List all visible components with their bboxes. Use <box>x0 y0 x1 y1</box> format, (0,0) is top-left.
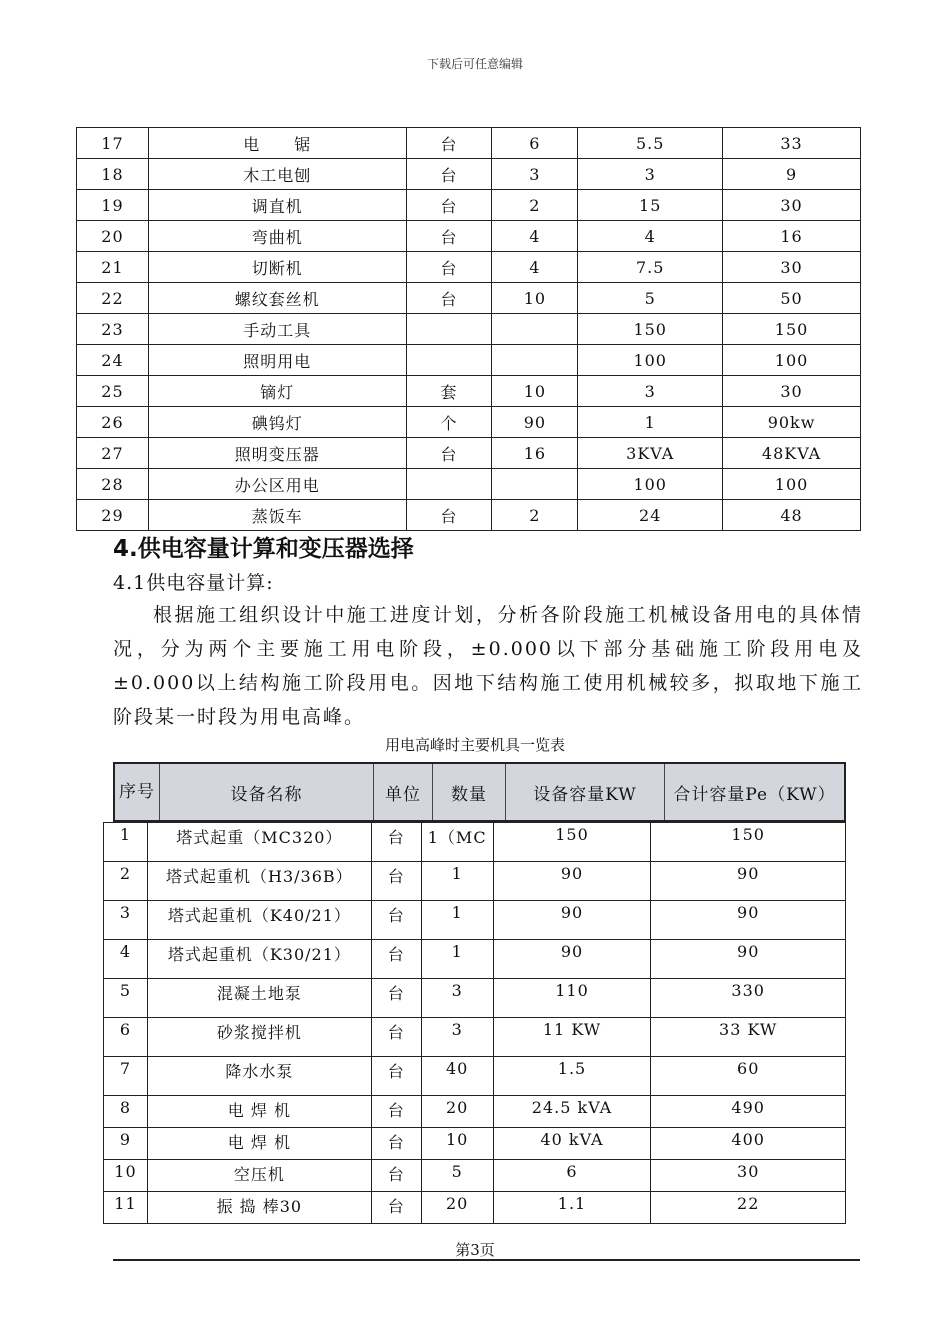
table-row <box>104 862 846 901</box>
table-cell <box>492 345 578 376</box>
header-note: 下载后可任意编辑 <box>426 57 523 71</box>
table-cell: 24 <box>578 500 723 531</box>
table-cell: 3KVA <box>578 438 723 469</box>
table-cell: 台 <box>406 128 492 159</box>
table-cell: 150 <box>651 823 846 862</box>
table-cell: 18 <box>77 159 149 190</box>
table-cell: 30 <box>651 1160 846 1192</box>
table-row <box>77 469 861 500</box>
table-row <box>77 314 861 345</box>
table-cell: 台 <box>406 221 492 252</box>
table-cell: 1 <box>421 862 493 901</box>
table-cell: 1 <box>421 940 493 979</box>
table-row <box>77 438 861 469</box>
table-row <box>77 283 861 314</box>
table-cell: 台 <box>371 1160 421 1192</box>
table-cell: 90 <box>493 862 651 901</box>
table-cell: 砂浆搅拌机 <box>147 1018 371 1057</box>
table-cell: 4 <box>492 252 578 283</box>
table-cell: 23 <box>77 314 149 345</box>
table-cell: 台 <box>371 1128 421 1160</box>
table-cell: 27 <box>77 438 149 469</box>
table-cell: 台 <box>406 438 492 469</box>
table-cell: 台 <box>371 1096 421 1128</box>
table-cell: 15 <box>578 190 723 221</box>
table-cell: 个 <box>406 407 492 438</box>
table-row <box>104 1018 846 1057</box>
table-cell: 空压机 <box>147 1160 371 1192</box>
table-cell: 10 <box>421 1128 493 1160</box>
table-cell: 26 <box>77 407 149 438</box>
table-cell: 16 <box>492 438 578 469</box>
table-cell: 33 KW <box>651 1018 846 1057</box>
table-cell: 90 <box>651 901 846 940</box>
table-cell: 24 <box>77 345 149 376</box>
table-cell: 4 <box>492 221 578 252</box>
page-number: 第3页 <box>455 1241 495 1259</box>
section-heading: 4.供电容量计算和变压器选择 <box>113 536 414 562</box>
table-cell: 11 KW <box>493 1018 651 1057</box>
table-cell: 17 <box>77 128 149 159</box>
table-cell: 1.1 <box>493 1192 651 1224</box>
table-cell: 3 <box>578 376 723 407</box>
table-cell: 3 <box>104 901 148 940</box>
table-cell: 塔式起重机（H3/36B） <box>147 862 371 901</box>
table-cell: 25 <box>77 376 149 407</box>
table-cell: 3 <box>421 1018 493 1057</box>
table-cell <box>492 469 578 500</box>
table-cell: 5 <box>578 283 723 314</box>
table-cell: 办公区用电 <box>148 469 406 500</box>
table-cell: 4 <box>578 221 723 252</box>
header-seq: 序号 <box>115 764 160 820</box>
table-cell: 30 <box>723 252 861 283</box>
table-cell: 9 <box>104 1128 148 1160</box>
table-row <box>104 979 846 1018</box>
table-cell: 台 <box>406 283 492 314</box>
table-cell: 100 <box>578 345 723 376</box>
table-cell: 40 kVA <box>493 1128 651 1160</box>
table-row <box>77 376 861 407</box>
table-cell: 29 <box>77 500 149 531</box>
footer-rule <box>113 1259 860 1261</box>
table-cell: 60 <box>651 1057 846 1096</box>
table-cell: 150 <box>493 823 651 862</box>
table-cell: 6 <box>493 1160 651 1192</box>
table-cell: 手动工具 <box>148 314 406 345</box>
table-cell: 50 <box>723 283 861 314</box>
table-cell: 30 <box>723 190 861 221</box>
table-cell: 1（MC <box>421 823 493 862</box>
table-cell: 2 <box>492 500 578 531</box>
table-row <box>77 159 861 190</box>
table-cell: 5 <box>104 979 148 1018</box>
table-cell <box>492 314 578 345</box>
table-cell: 台 <box>406 252 492 283</box>
table-cell: 降水水泵 <box>147 1057 371 1096</box>
table-cell: 150 <box>723 314 861 345</box>
table-cell: 22 <box>651 1192 846 1224</box>
table-cell: 螺纹套丝机 <box>148 283 406 314</box>
table-row <box>77 500 861 531</box>
table-cell: 电 锯 <box>148 128 406 159</box>
table-cell: 20 <box>77 221 149 252</box>
table-cell: 台 <box>371 1057 421 1096</box>
table-cell: 330 <box>651 979 846 1018</box>
table-row <box>104 1160 846 1192</box>
table-cell: 40 <box>421 1057 493 1096</box>
table-cell: 16 <box>723 221 861 252</box>
table-row <box>104 940 846 979</box>
table-row <box>104 901 846 940</box>
table-cell: 90 <box>493 940 651 979</box>
equipment-table-continued <box>76 127 861 531</box>
header-capacity: 设备容量KW <box>506 764 665 820</box>
table-cell: 3 <box>492 159 578 190</box>
table-row <box>104 1057 846 1096</box>
table-cell: 90 <box>651 862 846 901</box>
table-cell: 2 <box>104 862 148 901</box>
table-row <box>77 407 861 438</box>
table-cell: 19 <box>77 190 149 221</box>
table-cell: 1 <box>578 407 723 438</box>
table-cell: 6 <box>492 128 578 159</box>
table-row <box>77 345 861 376</box>
table-cell: 1 <box>104 823 148 862</box>
peak-table-header <box>113 762 846 822</box>
table-cell: 照明用电 <box>148 345 406 376</box>
table-cell: 100 <box>723 345 861 376</box>
table-cell <box>406 345 492 376</box>
table-cell: 48KVA <box>723 438 861 469</box>
table-row <box>77 190 861 221</box>
table-cell: 28 <box>77 469 149 500</box>
table-cell: 1 <box>421 901 493 940</box>
table-cell: 20 <box>421 1192 493 1224</box>
table-row <box>104 823 846 862</box>
table-cell: 弯曲机 <box>148 221 406 252</box>
table-cell: 90 <box>492 407 578 438</box>
table-cell: 90 <box>651 940 846 979</box>
header-total: 合计容量Pe（KW） <box>673 784 836 805</box>
table-cell: 22 <box>77 283 149 314</box>
table-cell: 台 <box>406 190 492 221</box>
peak-equipment-table <box>103 822 846 1224</box>
table-cell: 90 <box>493 901 651 940</box>
table-cell: 1.5 <box>493 1057 651 1096</box>
table-cell: 6 <box>104 1018 148 1057</box>
table-cell: 100 <box>723 469 861 500</box>
table-cell: 塔式起重（MC320） <box>147 823 371 862</box>
table-cell: 套 <box>406 376 492 407</box>
table-cell: 20 <box>421 1096 493 1128</box>
table-row <box>104 1096 846 1128</box>
table-cell: 台 <box>371 940 421 979</box>
table-cell: 台 <box>371 901 421 940</box>
table-row <box>104 1192 846 1224</box>
table-cell: 400 <box>651 1128 846 1160</box>
table-cell: 3 <box>421 979 493 1018</box>
table-cell: 台 <box>371 1192 421 1224</box>
header-unit: 单位 <box>374 764 433 820</box>
table-cell <box>406 469 492 500</box>
table-cell: 10 <box>492 283 578 314</box>
table-caption: 用电高峰时主要机具一览表 <box>384 736 565 754</box>
table-cell: 台 <box>371 862 421 901</box>
table-cell: 10 <box>492 376 578 407</box>
table-row <box>77 128 861 159</box>
table-cell: 混凝土地泵 <box>147 979 371 1018</box>
table-cell: 电 焊 机 <box>147 1128 371 1160</box>
table-row <box>104 1128 846 1160</box>
table-cell: 24.5 kVA <box>493 1096 651 1128</box>
table-cell: 照明变压器 <box>148 438 406 469</box>
table-cell: 2 <box>492 190 578 221</box>
table-cell: 振 捣 棒30 <box>147 1192 371 1224</box>
table-cell: 4 <box>104 940 148 979</box>
table-cell: 镝灯 <box>148 376 406 407</box>
body-paragraph: 根据施工组织设计中施工进度计划，分析各阶段施工机械设备用电的具体情况，分为两个主要施工用电阶段，±0.000以下部分基础施工阶段用电及±0.000以上结构施工阶段用电。因地下结构施工使用机械较多，拟取地下施工阶段某一时段为用电高峰。 <box>113 604 863 728</box>
header-name: 设备名称 <box>160 764 374 820</box>
table-cell: 电 焊 机 <box>147 1096 371 1128</box>
table-cell: 30 <box>723 376 861 407</box>
table-cell: 切断机 <box>148 252 406 283</box>
table-cell: 9 <box>723 159 861 190</box>
subsection-title: 4.1供电容量计算: <box>113 572 274 594</box>
table-cell: 台 <box>371 1018 421 1057</box>
table-cell: 3 <box>578 159 723 190</box>
table-cell: 调直机 <box>148 190 406 221</box>
table-cell: 33 <box>723 128 861 159</box>
table-cell: 台 <box>371 979 421 1018</box>
table-cell: 木工电刨 <box>148 159 406 190</box>
table-cell <box>406 314 492 345</box>
table-cell: 5.5 <box>578 128 723 159</box>
table-cell: 台 <box>406 500 492 531</box>
table-cell: 7.5 <box>578 252 723 283</box>
table-cell: 台 <box>371 823 421 862</box>
table-cell: 7 <box>104 1057 148 1096</box>
header-qty: 数量 <box>433 764 506 820</box>
table-cell: 5 <box>421 1160 493 1192</box>
table-cell: 110 <box>493 979 651 1018</box>
table-row <box>77 252 861 283</box>
table-cell: 490 <box>651 1096 846 1128</box>
table-cell: 碘钨灯 <box>148 407 406 438</box>
table-cell: 11 <box>104 1192 148 1224</box>
table-row <box>77 221 861 252</box>
table-cell: 150 <box>578 314 723 345</box>
table-cell: 90kw <box>723 407 861 438</box>
table-cell: 塔式起重机（K40/21） <box>147 901 371 940</box>
table-cell: 8 <box>104 1096 148 1128</box>
table-cell: 100 <box>578 469 723 500</box>
table-cell: 蒸饭车 <box>148 500 406 531</box>
table-cell: 台 <box>406 159 492 190</box>
table-cell: 塔式起重机（K30/21） <box>147 940 371 979</box>
table-cell: 21 <box>77 252 149 283</box>
table-cell: 10 <box>104 1160 148 1192</box>
table-cell: 48 <box>723 500 861 531</box>
